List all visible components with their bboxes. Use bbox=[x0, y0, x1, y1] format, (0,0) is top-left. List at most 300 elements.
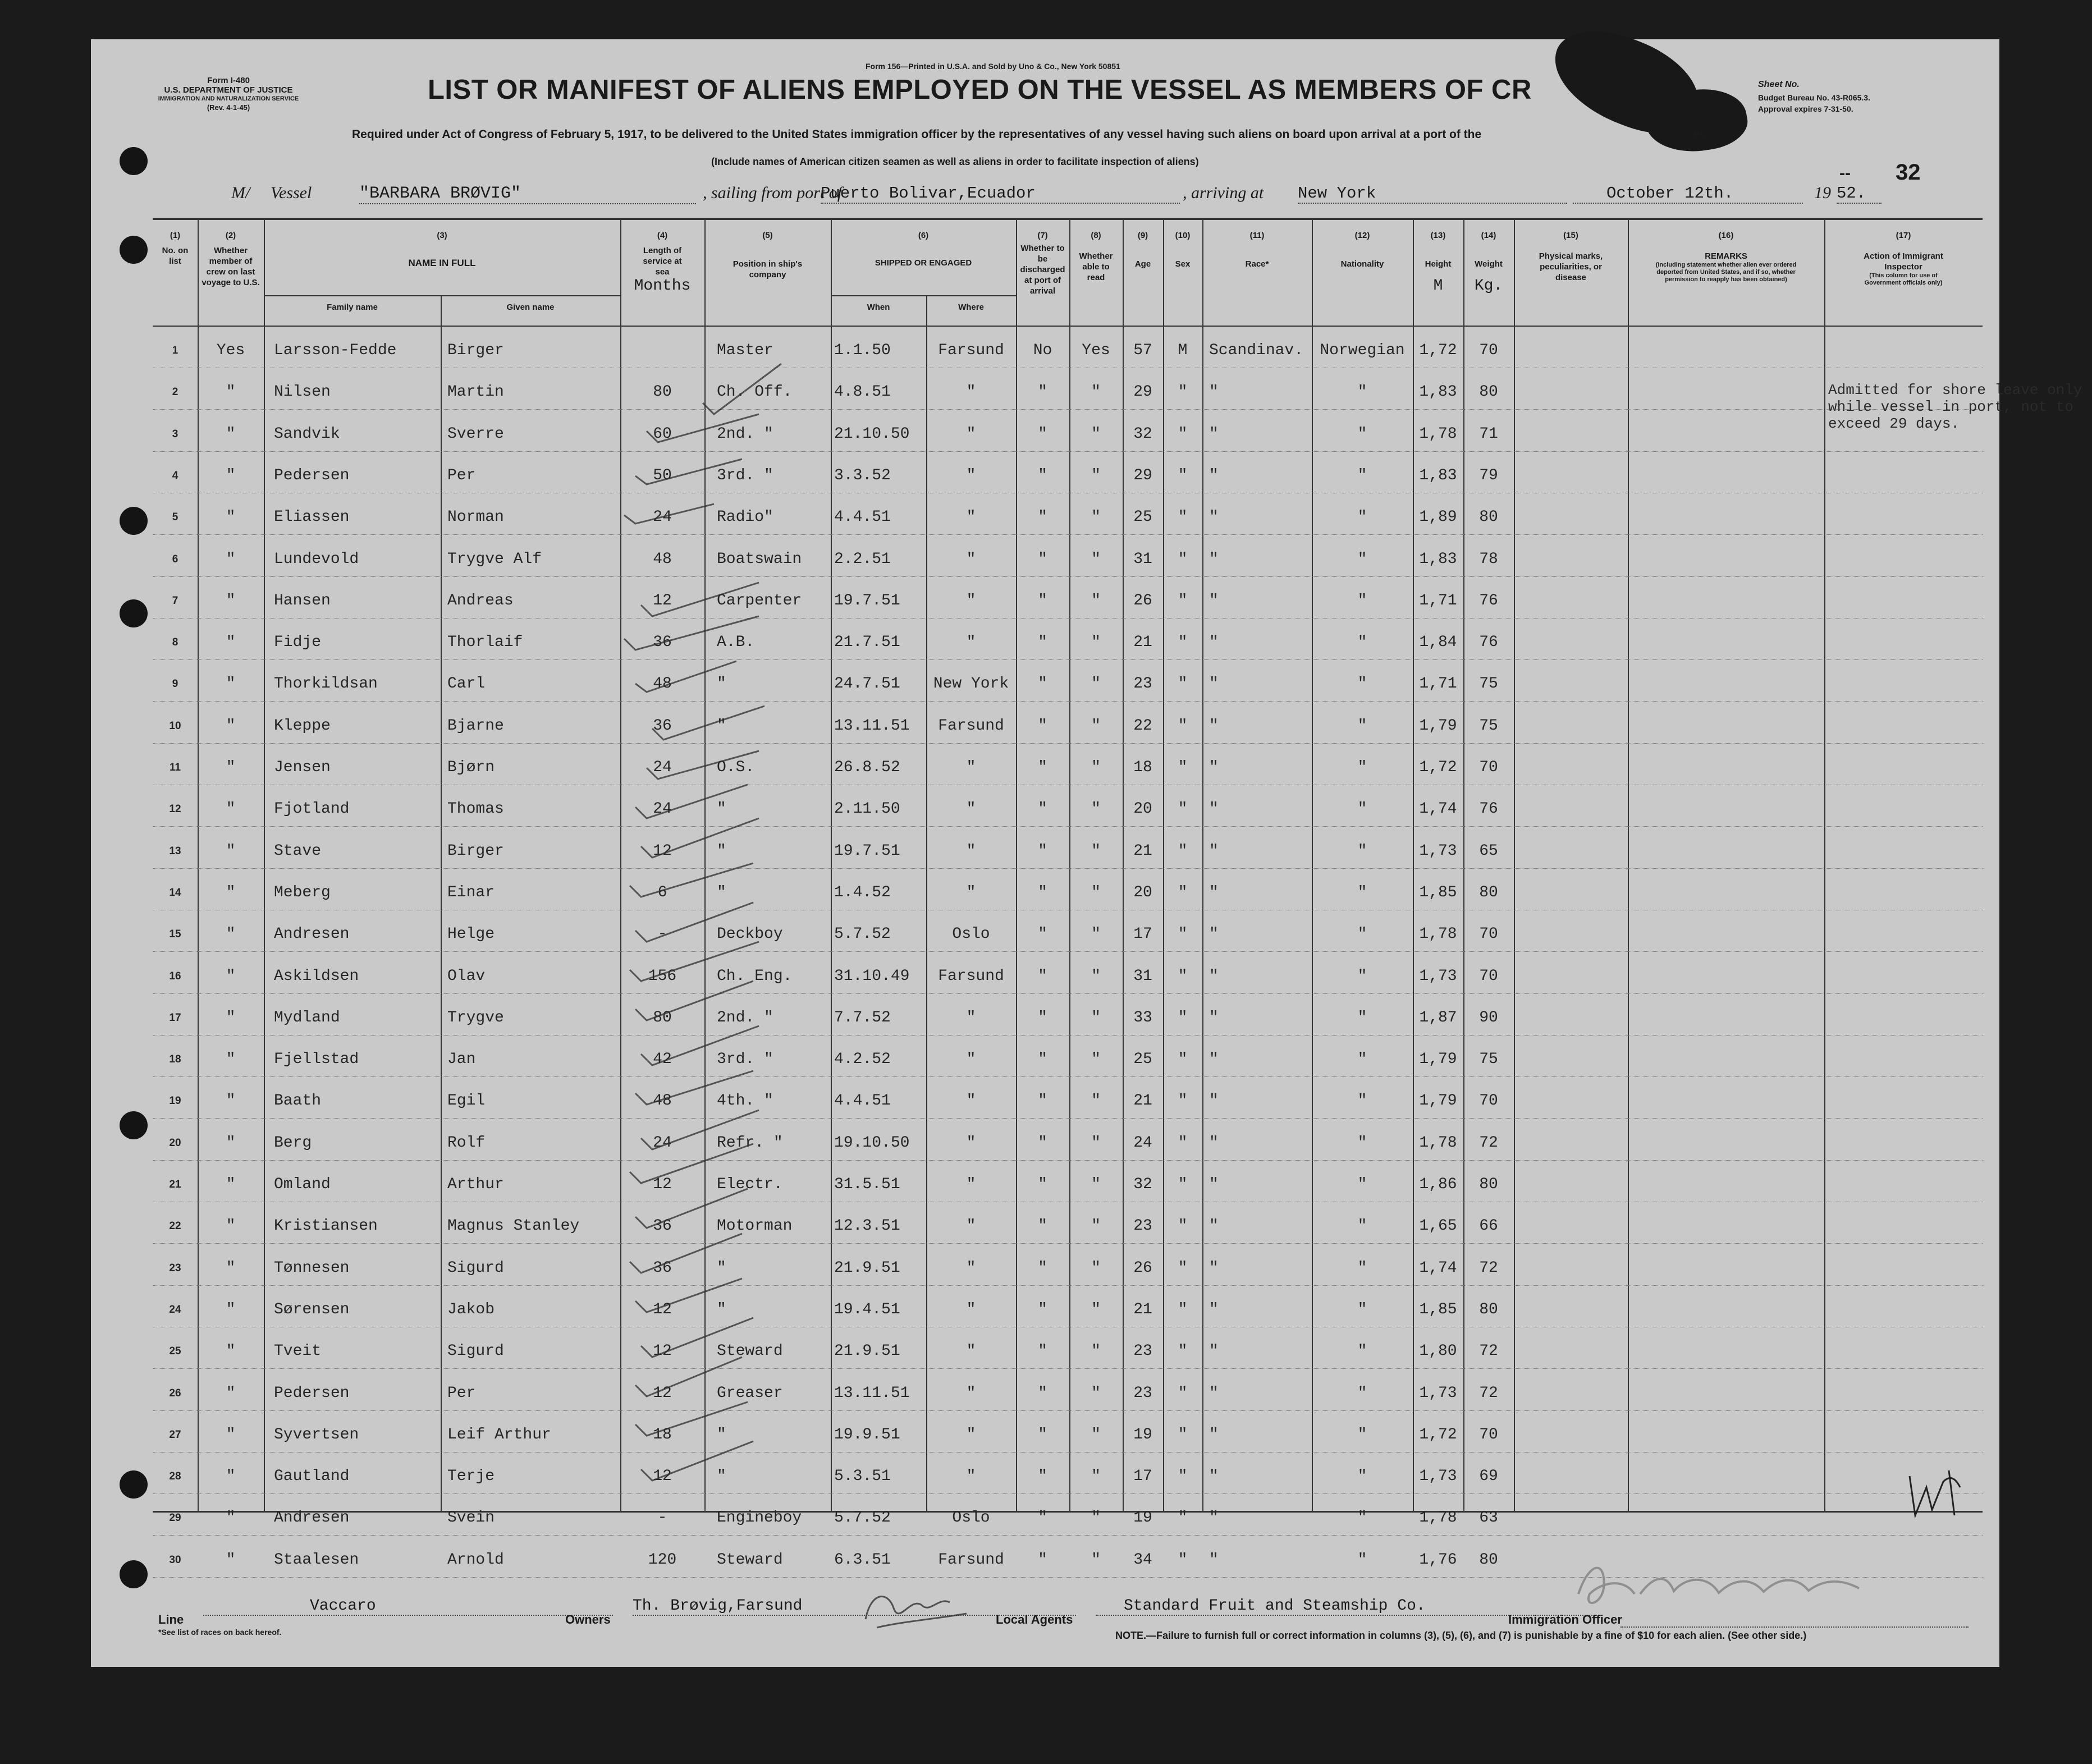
row-number: 25 bbox=[169, 1345, 181, 1358]
col-name-header bbox=[264, 230, 620, 268]
nationality: " bbox=[1357, 883, 1367, 901]
discharged: " bbox=[1038, 1259, 1047, 1277]
family-name: Hansen bbox=[274, 592, 331, 610]
row-number: 18 bbox=[169, 1053, 181, 1066]
discharged: " bbox=[1038, 1300, 1047, 1318]
previous-voyage: " bbox=[226, 1384, 236, 1402]
shipped-when: 2.2.51 bbox=[834, 550, 891, 568]
shipped-where: " bbox=[966, 1384, 976, 1402]
col-inspector-header bbox=[1824, 230, 1983, 287]
sex: " bbox=[1178, 425, 1188, 443]
col-17-sublabel: (This column for use of Government officials only) bbox=[1864, 272, 1943, 286]
sex: " bbox=[1178, 1551, 1188, 1569]
owners-value: Th. Brøvig,Farsund bbox=[633, 1597, 1076, 1616]
race: " bbox=[1209, 1092, 1219, 1110]
age: 29 bbox=[1133, 383, 1152, 401]
height: 1,85 bbox=[1419, 1300, 1457, 1318]
shipped-where: " bbox=[966, 800, 976, 818]
shipped-where: " bbox=[966, 1217, 976, 1235]
table-row bbox=[153, 327, 1983, 368]
row-number: 17 bbox=[169, 1011, 181, 1024]
age: 23 bbox=[1133, 1384, 1152, 1402]
age: 26 bbox=[1133, 592, 1152, 610]
agents-label: Local Agents bbox=[996, 1612, 1073, 1626]
sex: " bbox=[1178, 592, 1188, 610]
height: 1,78 bbox=[1419, 925, 1457, 943]
sex: M bbox=[1178, 342, 1188, 359]
given-name: Per bbox=[447, 466, 476, 484]
weight: 75 bbox=[1479, 1051, 1498, 1069]
sex: " bbox=[1178, 675, 1188, 693]
given-name: Andreas bbox=[447, 592, 514, 610]
previous-voyage: " bbox=[226, 1217, 236, 1235]
shipped-when: 19.10.50 bbox=[834, 1134, 910, 1152]
mv-label: M/ bbox=[231, 184, 250, 202]
weight: 72 bbox=[1479, 1384, 1498, 1402]
age: 31 bbox=[1133, 967, 1152, 985]
age: 32 bbox=[1133, 1176, 1152, 1193]
race: " bbox=[1209, 1384, 1219, 1402]
col-6-number: (6) bbox=[918, 231, 929, 240]
col-4-number: (4) bbox=[657, 231, 668, 240]
family-name: Tveit bbox=[274, 1343, 322, 1360]
race: " bbox=[1209, 1343, 1219, 1360]
col-shipped-header bbox=[831, 230, 1016, 268]
race: " bbox=[1209, 967, 1219, 985]
able-to-read: " bbox=[1091, 1426, 1101, 1444]
nationality: " bbox=[1357, 1051, 1367, 1069]
col-physical-marks-header bbox=[1514, 230, 1628, 283]
given-name: Egil bbox=[447, 1092, 486, 1110]
previous-voyage: " bbox=[226, 550, 236, 568]
nationality: " bbox=[1357, 1468, 1367, 1486]
discharged: " bbox=[1038, 550, 1047, 568]
position: 2nd. " bbox=[717, 1009, 773, 1027]
nationality: " bbox=[1357, 1092, 1367, 1110]
service-months: 48 bbox=[653, 550, 672, 568]
sex: " bbox=[1178, 967, 1188, 985]
page-number: 32 bbox=[1896, 160, 1921, 185]
nationality: " bbox=[1357, 1134, 1367, 1152]
nationality: " bbox=[1357, 634, 1367, 652]
previous-voyage: " bbox=[226, 925, 236, 943]
family-name: Meberg bbox=[274, 883, 331, 901]
given-name: Trygve bbox=[447, 1009, 504, 1027]
discharged: " bbox=[1038, 1092, 1047, 1110]
col-age-header bbox=[1123, 230, 1163, 269]
sex: " bbox=[1178, 508, 1188, 526]
shipped-where: " bbox=[966, 1176, 976, 1193]
given-name: Bjørn bbox=[447, 759, 495, 776]
able-to-read: " bbox=[1091, 1092, 1101, 1110]
shipped-where: " bbox=[966, 425, 976, 443]
table-row bbox=[153, 994, 1983, 1036]
age: 21 bbox=[1133, 1092, 1152, 1110]
row-number: 13 bbox=[169, 845, 181, 857]
row-number: 5 bbox=[172, 511, 178, 524]
row-number: 7 bbox=[172, 594, 178, 607]
service-months: 24 bbox=[653, 508, 672, 526]
able-to-read: " bbox=[1091, 967, 1101, 985]
able-to-read: " bbox=[1091, 508, 1101, 526]
nationality: " bbox=[1357, 967, 1367, 985]
officer-label: Immigration Officer bbox=[1508, 1612, 1622, 1626]
given-name: Carl bbox=[447, 675, 486, 693]
previous-voyage: " bbox=[226, 1092, 236, 1110]
height: 1,71 bbox=[1419, 675, 1457, 693]
shipped-when: 19.7.51 bbox=[834, 842, 900, 860]
col-11-label: Race* bbox=[1245, 259, 1269, 269]
year-prefix: 19 bbox=[1814, 184, 1831, 202]
col-3-number: (3) bbox=[437, 231, 447, 240]
position: " bbox=[717, 675, 726, 693]
col-2-label: Whether member of crew on last voyage to U.S. bbox=[202, 246, 260, 287]
row-number: 3 bbox=[172, 428, 178, 440]
weight: 70 bbox=[1479, 967, 1498, 985]
able-to-read: " bbox=[1091, 1468, 1101, 1486]
age: 23 bbox=[1133, 1343, 1152, 1360]
col-14-unit: Kg. bbox=[1474, 277, 1503, 295]
race: " bbox=[1209, 550, 1219, 568]
service-months: 36 bbox=[653, 717, 672, 735]
weight: 65 bbox=[1479, 842, 1498, 860]
age: 18 bbox=[1133, 759, 1152, 776]
shipped-when: 1.4.52 bbox=[834, 883, 891, 901]
shipped-where: " bbox=[966, 550, 976, 568]
position: Deckboy bbox=[717, 925, 783, 943]
table-row bbox=[153, 1202, 1983, 1244]
col-number-header bbox=[153, 230, 198, 267]
col-remarks-header bbox=[1628, 230, 1824, 283]
position: Greaser bbox=[717, 1384, 783, 1402]
col-17-label: Action of Immigrant Inspector bbox=[1864, 251, 1943, 272]
able-to-read: " bbox=[1091, 1551, 1101, 1569]
weight: 76 bbox=[1479, 634, 1498, 652]
shipped-when: 31.5.51 bbox=[834, 1176, 900, 1193]
family-name: Stave bbox=[274, 842, 322, 860]
shipped-when: 4.2.52 bbox=[834, 1051, 891, 1069]
service-months: 50 bbox=[653, 466, 672, 484]
discharged: " bbox=[1038, 675, 1047, 693]
able-to-read: " bbox=[1091, 925, 1101, 943]
service-months: 6 bbox=[657, 883, 667, 901]
given-name: Sigurd bbox=[447, 1343, 504, 1360]
col-13-number: (13) bbox=[1430, 231, 1446, 240]
able-to-read: " bbox=[1091, 466, 1101, 484]
age: 23 bbox=[1133, 1217, 1152, 1235]
sex: " bbox=[1178, 1384, 1188, 1402]
race: " bbox=[1209, 1468, 1219, 1486]
weight: 76 bbox=[1479, 800, 1498, 818]
family-name: Gautland bbox=[274, 1468, 350, 1486]
col-3-label: NAME IN FULL bbox=[408, 258, 476, 268]
previous-voyage: " bbox=[226, 383, 236, 401]
position: 2nd. " bbox=[717, 425, 773, 443]
shipped-when: 19.9.51 bbox=[834, 1426, 900, 1444]
race: " bbox=[1209, 1134, 1219, 1152]
previous-voyage: " bbox=[226, 675, 236, 693]
sex: " bbox=[1178, 759, 1188, 776]
sex: " bbox=[1178, 1092, 1188, 1110]
nationality: " bbox=[1357, 550, 1367, 568]
family-name: Nilsen bbox=[274, 383, 331, 401]
family-name: Tønnesen bbox=[274, 1259, 350, 1277]
height: 1,83 bbox=[1419, 466, 1457, 484]
row-number: 8 bbox=[172, 636, 178, 649]
given-name: Thomas bbox=[447, 800, 504, 818]
sex: " bbox=[1178, 883, 1188, 901]
col-17-number: (17) bbox=[1896, 231, 1911, 240]
shipped-where: " bbox=[966, 1009, 976, 1027]
row-number: 11 bbox=[169, 762, 181, 773]
age: 31 bbox=[1133, 550, 1152, 568]
height: 1,79 bbox=[1419, 1092, 1457, 1110]
service-months: 12 bbox=[653, 1300, 672, 1318]
shipped-when: 4.4.51 bbox=[834, 508, 891, 526]
position: Motorman bbox=[717, 1217, 793, 1235]
weight: 72 bbox=[1479, 1259, 1498, 1277]
nationality: " bbox=[1357, 592, 1367, 610]
family-name: Kleppe bbox=[274, 717, 331, 735]
service-months: 12 bbox=[653, 592, 672, 610]
sex: " bbox=[1178, 717, 1188, 735]
height: 1,72 bbox=[1419, 342, 1457, 359]
position: Ch. Off. bbox=[717, 383, 793, 401]
shipped-where: " bbox=[966, 1259, 976, 1277]
shipped-where: " bbox=[966, 383, 976, 401]
discharged: " bbox=[1038, 759, 1047, 776]
shipped-when: 26.8.52 bbox=[834, 759, 900, 776]
shipped-where: " bbox=[966, 1134, 976, 1152]
table-row bbox=[153, 1494, 1983, 1536]
sheet-label: Sheet No. bbox=[1758, 80, 1800, 89]
table-row bbox=[153, 535, 1983, 577]
line-label: Line bbox=[158, 1612, 184, 1626]
budget-line: Budget Bureau No. 43-R065.3. bbox=[1758, 93, 1870, 102]
discharged: " bbox=[1038, 508, 1047, 526]
position: Steward bbox=[717, 1551, 783, 1569]
family-name: Askildsen bbox=[274, 967, 359, 985]
height: 1,78 bbox=[1419, 425, 1457, 443]
age: 19 bbox=[1133, 1509, 1152, 1527]
able-to-read: " bbox=[1091, 842, 1101, 860]
weight: 80 bbox=[1479, 1551, 1498, 1569]
table-row bbox=[153, 702, 1983, 744]
family-name: Pedersen bbox=[274, 1384, 350, 1402]
nationality: " bbox=[1357, 675, 1367, 693]
shipped-where: " bbox=[966, 592, 976, 610]
able-to-read: " bbox=[1091, 634, 1101, 652]
discharged: " bbox=[1038, 1134, 1047, 1152]
family-name: Fjotland bbox=[274, 800, 350, 818]
table-row bbox=[153, 1411, 1983, 1453]
col-previous-voyage-header bbox=[198, 230, 264, 288]
age: 21 bbox=[1133, 1300, 1152, 1318]
col-4-label: Length of service at sea bbox=[643, 246, 682, 277]
height: 1,74 bbox=[1419, 800, 1457, 818]
race: " bbox=[1209, 717, 1219, 735]
age: 20 bbox=[1133, 800, 1152, 818]
shipped-when: 3.3.52 bbox=[834, 466, 891, 484]
previous-voyage: " bbox=[226, 1051, 236, 1069]
shipped-where: " bbox=[966, 508, 976, 526]
discharged: " bbox=[1038, 1509, 1047, 1527]
table-row bbox=[153, 368, 1983, 410]
sailing-label: , sailing from port of bbox=[703, 184, 843, 202]
shipped-when: 12.3.51 bbox=[834, 1217, 900, 1235]
service-months: 12 bbox=[653, 842, 672, 860]
position: Radio" bbox=[717, 508, 773, 526]
discharged: " bbox=[1038, 425, 1047, 443]
age: 26 bbox=[1133, 1259, 1152, 1277]
col-discharge-header bbox=[1016, 230, 1069, 296]
discharged: No bbox=[1033, 342, 1052, 359]
sex: " bbox=[1178, 1009, 1188, 1027]
nationality: " bbox=[1357, 425, 1367, 443]
previous-voyage: " bbox=[226, 1176, 236, 1193]
col-1-number: (1) bbox=[170, 231, 181, 240]
family-name: Eliassen bbox=[274, 508, 350, 526]
given-name: Arnold bbox=[447, 1551, 504, 1569]
weight: 80 bbox=[1479, 383, 1498, 401]
shipped-when: 13.11.51 bbox=[834, 1384, 910, 1402]
age: 25 bbox=[1133, 1051, 1152, 1069]
shipped-where: " bbox=[966, 634, 976, 652]
shipped-when: 1.1.50 bbox=[834, 342, 891, 359]
weight: 80 bbox=[1479, 883, 1498, 901]
discharged: " bbox=[1038, 1217, 1047, 1235]
weight: 70 bbox=[1479, 342, 1498, 359]
page-title: LIST OR MANIFEST OF ALIENS EMPLOYED ON THE VESSEL AS MEMBERS OF CR bbox=[428, 75, 1532, 105]
remark-line-3: exceed 29 days. bbox=[1828, 415, 1960, 432]
note-line: (Include names of American citizen seamen as well as aliens in order to facilitate inspection of aliens) bbox=[711, 156, 1199, 167]
race: " bbox=[1209, 925, 1219, 943]
shipped-where: Oslo bbox=[952, 1509, 990, 1527]
col-weight-header bbox=[1463, 230, 1514, 295]
discharged: " bbox=[1038, 967, 1047, 985]
race: " bbox=[1209, 1509, 1219, 1527]
weight: 90 bbox=[1479, 1009, 1498, 1027]
races-note: *See list of races on back hereof. bbox=[158, 1628, 282, 1637]
col-1-label: No. on list bbox=[162, 246, 189, 266]
shipped-when: 5.3.51 bbox=[834, 1468, 891, 1486]
previous-voyage: " bbox=[226, 592, 236, 610]
table-row bbox=[153, 1453, 1983, 1494]
shipped-when: 24.7.51 bbox=[834, 675, 900, 693]
given-name: Thorlaif bbox=[447, 634, 523, 652]
service-months: 36 bbox=[653, 1259, 672, 1277]
nationality: " bbox=[1357, 1426, 1367, 1444]
family-name: Fjellstad bbox=[274, 1051, 359, 1069]
shipped-when: 19.7.51 bbox=[834, 592, 900, 610]
weight: 69 bbox=[1479, 1468, 1498, 1486]
row-number: 4 bbox=[172, 469, 178, 482]
age: 33 bbox=[1133, 1009, 1152, 1027]
weight: 72 bbox=[1479, 1343, 1498, 1360]
able-to-read: " bbox=[1091, 1217, 1101, 1235]
col-11-number: (11) bbox=[1249, 231, 1265, 240]
weight: 80 bbox=[1479, 1176, 1498, 1193]
col-5-number: (5) bbox=[762, 231, 773, 240]
binder-hole bbox=[120, 507, 148, 535]
weight: 76 bbox=[1479, 592, 1498, 610]
age: 57 bbox=[1133, 342, 1152, 359]
row-number: 2 bbox=[172, 386, 178, 398]
family-name: Larsson-Fedde bbox=[274, 342, 397, 359]
table-row bbox=[153, 1286, 1983, 1327]
nationality: " bbox=[1357, 508, 1367, 526]
position: Carpenter bbox=[717, 592, 802, 610]
given-name: Trygve Alf bbox=[447, 550, 542, 568]
table-row bbox=[153, 452, 1983, 493]
weight: 70 bbox=[1479, 1426, 1498, 1444]
nationality: " bbox=[1357, 800, 1367, 818]
weight: 63 bbox=[1479, 1509, 1498, 1527]
nationality: " bbox=[1357, 1259, 1367, 1277]
position: " bbox=[717, 717, 726, 735]
given-name: Leif Arthur bbox=[447, 1426, 551, 1444]
given-name: Jan bbox=[447, 1051, 476, 1069]
table-row bbox=[153, 1244, 1983, 1286]
col-10-label: Sex bbox=[1175, 259, 1191, 269]
sex: " bbox=[1178, 466, 1188, 484]
discharged: " bbox=[1038, 842, 1047, 860]
table-row bbox=[153, 1161, 1983, 1202]
service-months: 12 bbox=[653, 1468, 672, 1486]
discharged: " bbox=[1038, 1468, 1047, 1486]
age: 19 bbox=[1133, 1426, 1152, 1444]
position: O.S. bbox=[717, 759, 755, 776]
row-number: 6 bbox=[172, 553, 178, 565]
remark-line-1: Admitted for shore leave only bbox=[1828, 382, 2082, 398]
table-row bbox=[153, 952, 1983, 994]
table-row bbox=[153, 1077, 1983, 1119]
family-name: Kristiansen bbox=[274, 1217, 378, 1235]
owners-initials bbox=[854, 1574, 978, 1636]
position: 4th. " bbox=[717, 1092, 773, 1110]
given-name: Sverre bbox=[447, 425, 504, 443]
owners-label: Owners bbox=[565, 1612, 611, 1626]
nationality: " bbox=[1357, 1551, 1367, 1569]
nationality: " bbox=[1357, 1343, 1367, 1360]
height: 1,73 bbox=[1419, 967, 1457, 985]
given-name: Per bbox=[447, 1384, 476, 1402]
service-months: 12 bbox=[653, 1384, 672, 1402]
row-number: 12 bbox=[169, 803, 181, 815]
able-to-read: " bbox=[1091, 1009, 1101, 1027]
discharged: " bbox=[1038, 383, 1047, 401]
manifest-sheet bbox=[91, 39, 2082, 1667]
height: 1,85 bbox=[1419, 883, 1457, 901]
sex: " bbox=[1178, 1300, 1188, 1318]
shipped-where: " bbox=[966, 1426, 976, 1444]
shipped-when: 5.7.52 bbox=[834, 925, 891, 943]
binder-hole bbox=[120, 1470, 148, 1499]
row-number: 20 bbox=[169, 1137, 181, 1149]
service-months: 18 bbox=[653, 1426, 672, 1444]
table-row bbox=[153, 785, 1983, 827]
previous-voyage: " bbox=[226, 842, 236, 860]
shipped-when: 6.3.51 bbox=[834, 1551, 891, 1569]
given-name: Svein bbox=[447, 1509, 495, 1527]
row-number: 29 bbox=[169, 1512, 181, 1524]
given-name: Norman bbox=[447, 508, 504, 526]
shipped-where: New York bbox=[933, 675, 1009, 693]
shipped-where: " bbox=[966, 1300, 976, 1318]
able-to-read: " bbox=[1091, 675, 1101, 693]
sex: " bbox=[1178, 925, 1188, 943]
discharged: " bbox=[1038, 1343, 1047, 1360]
